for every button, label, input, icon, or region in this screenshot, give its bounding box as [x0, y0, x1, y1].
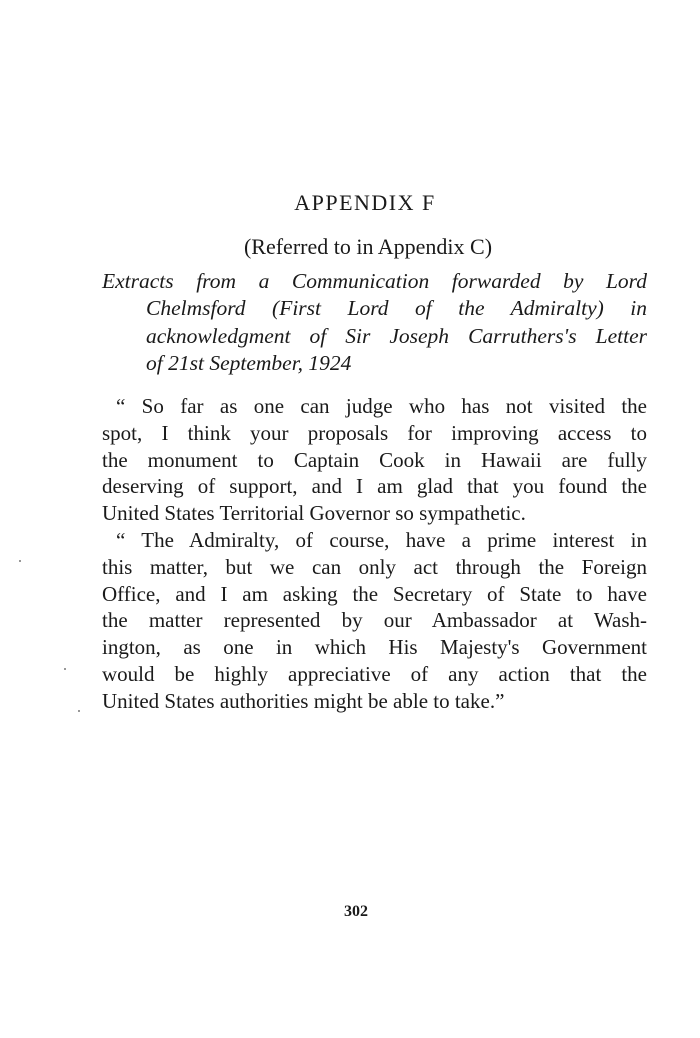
letter-line: spot, I think your proposals for improving access to — [102, 420, 647, 445]
letter-line: the matter represented by our Ambassador at Wash- — [102, 608, 647, 633]
page-number: 302 — [344, 903, 368, 920]
letter-line: would be highly appreciative of any action that the — [102, 661, 647, 686]
extract-heading — [102, 268, 647, 377]
letter-body — [102, 393, 647, 715]
scan-speck — [78, 710, 80, 712]
letter-line: this matter, but we can only act through the Foreign — [102, 554, 647, 579]
letter-line: Office, and I am asking the Secretary of State to have — [102, 581, 647, 606]
letter-line: “ The Admiralty, of course, have a prime interest in — [116, 527, 647, 552]
letter-line: the monument to Captain Cook in Hawaii are fully — [102, 447, 647, 472]
extract-heading-line: Chelmsford (First Lord of the Admiralty) in — [146, 296, 647, 321]
extract-heading-line: Extracts from a Communication forwarded by Lord — [102, 269, 647, 293]
scan-speck — [64, 668, 66, 670]
extract-heading-line: acknowledgment of Sir Joseph Carruthers's Letter — [146, 323, 647, 348]
letter-line: ington, as one in which His Majesty's Government — [102, 635, 647, 660]
appendix-title: APPENDIX F — [294, 190, 436, 215]
letter-line: United States Territorial Governor so sympathetic. — [102, 501, 526, 526]
letter-line: “ So far as one can judge who has not visited the — [116, 394, 647, 418]
extract-heading-line: of 21st September, 1924 — [146, 350, 352, 375]
appendix-subtitle: (Referred to in Appendix C) — [243, 234, 493, 259]
scan-speck — [19, 560, 21, 562]
letter-line: United States authorities might be able to take.” — [102, 688, 505, 713]
letter-line: deserving of support, and I am glad that you found the — [102, 474, 647, 499]
